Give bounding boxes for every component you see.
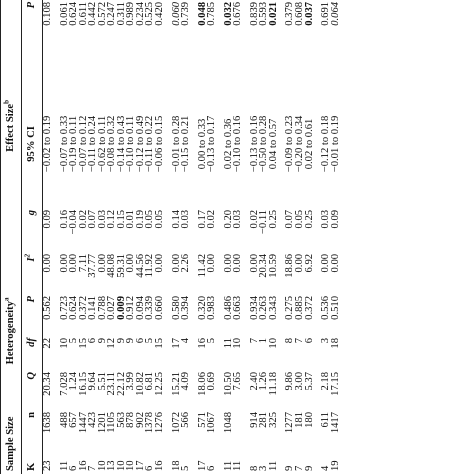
cell-i2: 11.92 (144, 253, 156, 278)
cell-ci: −0.12 to 0.49 (134, 115, 146, 173)
group-spacer (243, 0, 250, 474)
cell-ci: 0.02 to 0.36 (222, 118, 234, 170)
table-row (285, 0, 295, 474)
cell-i2: 37.77 (87, 253, 99, 278)
cell-q: 0.69 (206, 371, 218, 391)
spacer-cell (278, 0, 285, 474)
cell-k: 6 (144, 465, 156, 471)
cell-q: 7.028 (58, 371, 70, 396)
cell-k: 8 (248, 465, 260, 471)
cell-n: 1105 (106, 411, 118, 433)
cell-ci: −0.10 to 0.11 (125, 115, 137, 173)
cell-p2: 0.739 (180, 1, 192, 26)
cell-k: 17 (196, 460, 208, 471)
table-row (60, 0, 70, 474)
cell-ci: −0.09 to 0.23 (284, 115, 296, 173)
cell-df: 7 (294, 337, 306, 344)
cell-p2: 0.839 (248, 1, 260, 26)
table-row (233, 0, 243, 474)
col-g-header: g (22, 208, 43, 252)
cell-k: 18 (170, 460, 182, 471)
cell-g: 0.16 (58, 209, 70, 229)
cell-k: 6 (206, 465, 218, 471)
cell-g: 0.03 (180, 209, 192, 229)
cell-df: 10 (267, 337, 279, 349)
table-row (198, 0, 208, 474)
cell-ci: −0.62 to 0.11 (96, 115, 108, 173)
cell-i2: 20.34 (258, 253, 270, 278)
cell-i2: 0.00 (320, 253, 332, 273)
cell-p: 0.663 (232, 295, 244, 320)
cell-i2: 0.00 (68, 253, 80, 273)
cell-ci: 0.00 to 0.33 (196, 118, 208, 170)
cell-ci: −0.01 to 0.28 (170, 115, 182, 173)
cell-g: −0.11 (258, 209, 270, 235)
cell-i2: 7.11 (77, 253, 89, 273)
cell-g: 0.05 (144, 209, 156, 229)
cell-q: 11.18 (267, 371, 279, 396)
cell-df: 1 (258, 337, 270, 344)
cell-ci: −0.20 to 0.34 (294, 115, 306, 173)
cell-i2: 0.00 (232, 253, 244, 273)
cell-n: 657 (68, 411, 80, 428)
table-row (305, 0, 315, 474)
cell-df: 8 (284, 337, 296, 344)
cell-p2: 0.108 (42, 1, 53, 26)
cell-df: 6 (303, 337, 315, 344)
cell-n (233, 410, 243, 448)
cell-p2: 0.608 (294, 1, 306, 26)
cell-p2: 0.048 (196, 1, 208, 26)
cell-q: 6.81 (144, 371, 156, 391)
cell-p: 0.934 (248, 295, 260, 320)
cell-n: 281 (258, 411, 270, 428)
cell-i2: 0.00 (206, 253, 218, 273)
table-row (117, 0, 127, 474)
cell-df: 9 (125, 337, 137, 344)
cell-g: 0.07 (87, 209, 99, 229)
cell-n: 423 (87, 411, 99, 428)
cell-df: 3 (320, 337, 332, 344)
table-body (43, 0, 341, 474)
cell-df: 22 (42, 337, 53, 349)
cell-p: 0.983 (206, 295, 218, 320)
cell-i2: 44.56 (134, 253, 146, 278)
cell-p2: 0.234 (134, 1, 146, 26)
cell-k: 7 (87, 465, 99, 471)
cell-df: 10 (58, 337, 70, 349)
sample-size-header: Sample Size (1, 410, 22, 474)
spacer-cell (191, 0, 198, 474)
cell-p: 0.372 (303, 295, 315, 320)
cell-p2: 0.032 (222, 1, 234, 26)
cell-q: 12.25 (154, 371, 166, 396)
column-header-row (22, 0, 43, 474)
cell-p: 0.660 (154, 295, 166, 320)
cell-q: 22.12 (115, 371, 127, 396)
cell-p2: 0.989 (125, 1, 137, 26)
heterogeneity-header: Heterogeneity$^a$ (1, 252, 22, 410)
cell-ci: −0.08 to 0.32 (106, 115, 118, 173)
cell-i2: 0.00 (125, 253, 137, 273)
cell-n: 181 (294, 411, 306, 428)
cell-k: 7 (294, 465, 306, 471)
cell-i2: 0.00 (248, 253, 260, 273)
cell-g: 0.03 (96, 209, 108, 229)
cell-q: 9.64 (87, 371, 99, 391)
cell-k: 9 (303, 465, 315, 471)
cell-ci: −0.12 to 0.18 (320, 115, 332, 173)
table-row (224, 0, 234, 474)
cell-df: 16 (196, 337, 208, 349)
cell-g: 0.02 (77, 209, 89, 229)
col-i2-header: $I^2$ (22, 252, 43, 294)
cell-ci: −0.13 to 0.16 (248, 115, 260, 173)
cell-k: 16 (154, 460, 166, 471)
cell-k: 11 (232, 460, 244, 471)
cell-q: 20.34 (42, 371, 53, 396)
cell-q: 17.15 (329, 371, 341, 396)
cell-p: 0.094 (134, 295, 146, 320)
cell-k: 9 (284, 465, 296, 471)
cell-p: 0.009 (115, 295, 127, 320)
cell-ci: −0.11 to 0.22 (144, 115, 156, 173)
cell-i2: 10.59 (267, 253, 279, 278)
cell-i2: 6.92 (303, 253, 315, 273)
cell-q: 4.09 (180, 371, 192, 391)
cell-k: 11 (267, 460, 279, 471)
cell-g: 0.25 (303, 209, 315, 229)
spacer-cell (53, 0, 60, 474)
cell-p: 0.343 (267, 295, 279, 320)
cell-ci: −0.07 to 0.12 (77, 115, 89, 173)
cell-p: 0.372 (77, 295, 89, 320)
cell-g: 0.02 (248, 209, 260, 229)
table-row (172, 0, 182, 474)
cell-df: 7 (248, 337, 260, 344)
cell-g: 0.19 (134, 209, 146, 229)
cell-n: 563 (115, 411, 127, 428)
cell-p2: 0.676 (232, 1, 244, 26)
cell-df: 5 (144, 337, 156, 344)
table-row (295, 0, 305, 474)
cell-q: 15.21 (170, 371, 182, 396)
cell-k: 10 (115, 460, 127, 471)
cell-ci: −0.01 to 0.19 (329, 115, 341, 173)
cell-g: 0.14 (170, 209, 182, 229)
cell-k: 23 (42, 460, 53, 471)
cell-q: 10.50 (222, 371, 234, 396)
col-p-header: P (22, 294, 43, 336)
cell-ci: −0.06 to 0.15 (154, 115, 166, 173)
cell-ci: −0.11 to 0.24 (87, 115, 99, 173)
cell-q: 2.18 (320, 371, 332, 391)
cell-g: 0.01 (125, 209, 137, 229)
cell-g: 0.05 (294, 209, 306, 229)
cell-p2: 0.021 (267, 1, 279, 26)
cell-n: 1276 (154, 411, 166, 434)
cell-n: 1072 (170, 411, 182, 434)
table-row (79, 0, 89, 474)
cell-df: 4 (180, 337, 192, 344)
cell-ci: 0.02 to 0.61 (303, 118, 315, 170)
cell-q: 16.15 (77, 371, 89, 396)
cell-k: 3 (258, 465, 270, 471)
cell-p2: 0.061 (58, 1, 70, 26)
cell-p2: 0.525 (144, 1, 156, 26)
cell-df: 10 (232, 337, 244, 349)
cell-k: 5 (180, 465, 192, 471)
spacer-cell (314, 0, 321, 474)
cell-g: 0.20 (222, 209, 234, 229)
cell-q: 5.51 (96, 371, 108, 391)
cell-df: 15 (154, 337, 166, 349)
cell-ci: −0.10 to 0.16 (232, 115, 244, 173)
cell-ci: −0.14 to 0.43 (115, 115, 127, 173)
group-spacer (165, 0, 172, 474)
cell-df: 5 (68, 337, 80, 344)
cell-n: 571 (196, 411, 208, 428)
group-spacer (217, 0, 224, 474)
table-row (250, 0, 260, 474)
cell-n: 566 (180, 411, 192, 428)
cell-p2: 0.785 (206, 1, 218, 26)
table-row (43, 0, 53, 474)
table-row (107, 0, 117, 474)
cell-n: 1638 (42, 411, 53, 434)
cell-p: 0.141 (87, 295, 99, 320)
table-row (88, 0, 98, 474)
cell-q: 10.82 (134, 371, 146, 396)
cell-p2: 0.624 (68, 1, 80, 26)
cell-i2: 48.08 (106, 253, 118, 278)
cell-k: 19 (329, 460, 341, 471)
cell-ci: −0.15 to 0.21 (180, 115, 192, 173)
cell-ci: −0.13 to 0.17 (206, 115, 218, 173)
table-row (136, 0, 146, 474)
cell-g: 0.09 (329, 209, 341, 229)
cell-q: 1.24 (68, 371, 80, 391)
cell-n: 325 (267, 411, 279, 428)
cell-df: 11 (222, 337, 234, 349)
cell-k: 6 (68, 465, 80, 471)
table-row (155, 0, 165, 474)
cell-p2: 0.247 (106, 1, 118, 26)
cell-p2: 0.420 (154, 1, 166, 26)
cell-ci: 0.04 to 0.57 (267, 118, 279, 170)
cell-k: 10 (96, 460, 108, 471)
cell-i2: 0.00 (42, 253, 53, 273)
spacer-cell (165, 0, 172, 474)
cell-n: 611 (320, 411, 332, 428)
cell-k: 10 (125, 460, 137, 471)
cell-n: 1277 (284, 411, 296, 434)
cell-q: 3.99 (125, 371, 137, 391)
cell-i2: 0.00 (222, 253, 234, 273)
cell-n: 1447 (77, 411, 89, 434)
group-spacer (53, 0, 60, 474)
cell-n: 1201 (96, 411, 108, 434)
col-p2-header: P (22, 0, 43, 80)
cell-k: 11 (58, 460, 70, 471)
cell-i2: 0.00 (96, 253, 108, 273)
cell-i2: 11.42 (196, 253, 208, 278)
col-df-header: df (22, 336, 43, 370)
cell-ci: −0.07 to 0.33 (58, 115, 70, 173)
cell-p: 0.394 (180, 295, 192, 320)
table-row (207, 0, 217, 474)
cell-p: 0.275 (284, 295, 296, 320)
cell-n: 1378 (144, 411, 156, 434)
table-row (69, 0, 79, 474)
table-row (145, 0, 155, 474)
cell-q: 7.65 (232, 371, 244, 391)
cell-p: 0.723 (58, 295, 70, 320)
cell-k: 11 (222, 460, 234, 471)
cell-k: 17 (134, 460, 146, 471)
cell-q: 3.00 (294, 371, 306, 391)
col-q-header: Q (22, 370, 43, 410)
cell-df: 6 (87, 337, 99, 344)
cell-k: 4 (320, 465, 332, 471)
cell-q: 18.06 (196, 371, 208, 396)
cell-p: 0.263 (258, 295, 270, 320)
cell-df: 12 (106, 337, 118, 349)
cell-ci: −0.02 to 0.19 (42, 115, 53, 173)
cell-k: 16 (77, 460, 89, 471)
cell-n: 902 (134, 411, 146, 428)
cell-q: 5.37 (303, 371, 315, 391)
cell-g: 0.07 (284, 209, 296, 229)
spacer-cell (243, 0, 250, 474)
cell-n: 488 (58, 411, 70, 428)
cell-n: 878 (125, 411, 137, 428)
cell-g: 0.03 (320, 209, 332, 229)
cell-p2: 0.311 (115, 1, 127, 26)
cell-p: 0.320 (196, 295, 208, 320)
cell-p: 0.339 (144, 295, 156, 320)
cell-p2: 0.037 (303, 1, 315, 26)
group-spacer (191, 0, 198, 474)
group-header-row (1, 0, 22, 474)
cell-g: 0.17 (196, 209, 208, 229)
cell-p: 0.885 (294, 295, 306, 320)
cell-i2: 18.86 (284, 253, 296, 278)
cell-p: 0.624 (68, 295, 80, 320)
cell-p2: 0.593 (258, 1, 270, 26)
cell-p2: 0.060 (170, 1, 182, 26)
cell-n: 1048 (222, 411, 234, 434)
cell-ci: −0.19 to 0.11 (68, 115, 80, 173)
cell-p: 0.580 (170, 295, 182, 320)
cell-q: 1.26 (258, 371, 270, 391)
cell-df: 17 (170, 337, 182, 349)
cell-g: 0.25 (267, 209, 279, 229)
cell-df: 9 (96, 337, 108, 344)
cell-g: 0.15 (115, 209, 127, 229)
table-row (321, 0, 331, 474)
cell-n: 914 (248, 411, 260, 428)
col-n-header: n (22, 410, 43, 448)
cell-q: 9.86 (284, 371, 296, 391)
cell-i2: 0.00 (294, 253, 306, 273)
spacer-cell (217, 0, 224, 474)
cell-n: 1417 (329, 411, 341, 434)
cell-p2: 0.442 (87, 1, 99, 26)
cell-i2: 0.00 (329, 253, 341, 273)
cell-i2: 0.00 (154, 253, 166, 273)
cell-df: 18 (329, 337, 341, 349)
cell-i2: 59.31 (115, 253, 127, 278)
cell-ci: −0.50 to 0.28 (258, 115, 270, 173)
cell-i2: 0.00 (170, 253, 182, 273)
table-row (181, 0, 191, 474)
cell-g: 0.12 (106, 209, 118, 229)
cell-p: 0.027 (106, 295, 118, 320)
cell-df: 15 (77, 337, 89, 349)
cell-p: 0.788 (96, 295, 108, 320)
cell-df: 5 (206, 337, 218, 344)
col-ci-header: 95% CI (22, 80, 43, 208)
cell-p: 0.562 (42, 295, 53, 320)
table-row (98, 0, 108, 474)
cell-p: 0.486 (222, 295, 234, 320)
table-row (269, 0, 279, 474)
cell-g: 0.09 (42, 209, 53, 229)
cell-p2: 0.064 (329, 1, 341, 26)
cell-p: 0.912 (125, 295, 137, 320)
cell-g: 0.02 (206, 209, 218, 229)
effect-size-header: Effect Size$^b$ (1, 0, 22, 252)
cell-n: 1067 (206, 411, 218, 434)
table-row (331, 0, 341, 474)
cell-p: 0.536 (320, 295, 332, 320)
group-spacer (314, 0, 321, 474)
cell-g: −0.04 (68, 209, 80, 235)
group-spacer (278, 0, 285, 474)
cell-n: 180 (303, 411, 315, 428)
cell-q: 2.40 (248, 371, 260, 391)
cell-g: 0.03 (232, 209, 244, 229)
cell-p: 0.510 (329, 295, 341, 320)
cell-p2: 0.611 (77, 1, 89, 26)
cell-i2: 2.26 (180, 253, 192, 273)
cell-k: 13 (106, 460, 118, 471)
table-row (259, 0, 269, 474)
cell-g: 0.05 (154, 209, 166, 229)
cell-q: 23.11 (106, 371, 118, 396)
cell-df: 9 (115, 337, 127, 344)
table-row (126, 0, 136, 474)
cell-p2: 0.572 (96, 1, 108, 26)
cell-i2: 0.00 (58, 253, 70, 273)
cell-df: 6 (134, 337, 146, 344)
cell-p2: 0.691 (320, 1, 332, 26)
col-k-header: K (22, 448, 43, 474)
cell-p2: 0.379 (284, 1, 296, 26)
